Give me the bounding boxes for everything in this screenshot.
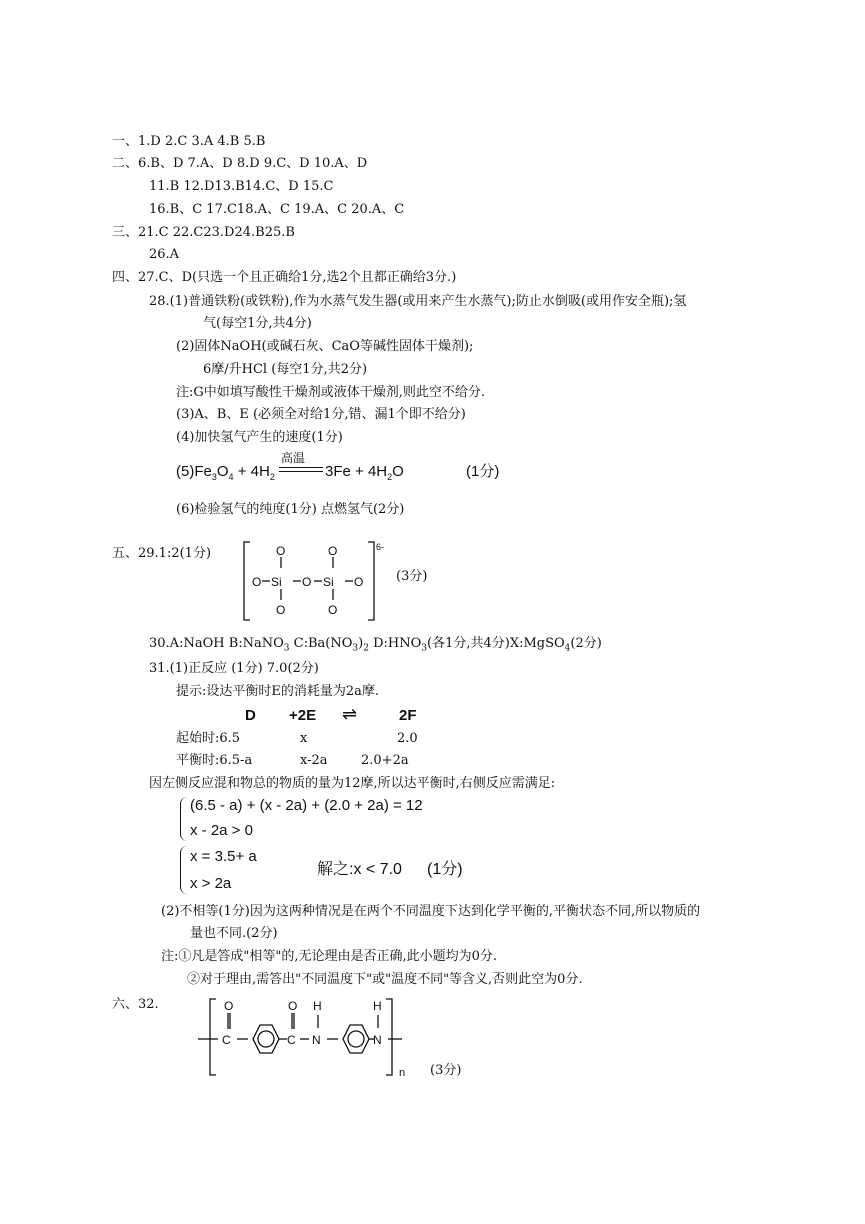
q30-x: (各1分,共4分)X:MgSO	[427, 636, 565, 651]
eq-sub2: 2	[269, 472, 275, 482]
start-x: x	[300, 731, 308, 746]
system-brace-1	[180, 797, 187, 841]
system1-eq1: (6.5 - a) + (x - 2a) + (2.0 + 2a) = 12	[190, 797, 423, 814]
system2-eq1: x = 3.5+ a	[190, 848, 257, 865]
answer-q28-2b: 6摩/升HCl (每空1分,共2分)	[203, 362, 368, 377]
polymer-score: (3分)	[430, 1063, 462, 1078]
answer-q28-note: 注:G中如填写酸性干燥剂或液体干燥剂,则此空不给分.	[176, 385, 486, 400]
q30-a: 30.A:NaOH B:NaNO	[149, 636, 284, 651]
q30-c: C:Ba(NO	[289, 636, 353, 651]
equil-label: 平衡时:6.5-a	[176, 753, 253, 768]
answer-q31-reason: 因左侧反应混和物总的物质的量为12摩,所以达平衡时,右侧反应需满足:	[149, 776, 556, 791]
polymer-o-1: O	[224, 999, 234, 1013]
struct-o-top-2: O	[328, 544, 338, 558]
polymer-c-2: C	[287, 1033, 296, 1047]
answer-q28-2a: (2)固体NaOH(或碱石灰、CaO等碱性固体干燥剂);	[176, 339, 474, 354]
q30-sub4: 3	[421, 643, 427, 654]
reaction-product	[325, 464, 404, 485]
answer-q31-1: 31.(1)正反应 (1分) 7.0(2分)	[149, 661, 319, 676]
answer-line-s1: 一、1.D 2.C 3.A 4.B 5.B	[112, 134, 266, 149]
eq-o2: O	[392, 463, 404, 480]
answer-q27: 四、27.C、D(只选一个且正确给1分,选2个且都正确给3分.)	[112, 270, 457, 285]
start-f: 2.0	[397, 731, 418, 746]
solve-text: 解之:x < 7.0	[317, 861, 402, 878]
q30-sub3: 2	[363, 643, 369, 654]
answer-q32: 六、32.	[112, 997, 159, 1012]
note-1: 注:①凡是答成"相等"的,无论理由是否正确,此小题均为0分.	[161, 949, 498, 964]
polymer-n-2: N	[373, 1033, 382, 1047]
q30-d: D:HNO	[368, 636, 422, 651]
struct-o-left: O	[252, 575, 262, 589]
answer-line-s3-2: 26.A	[149, 247, 180, 262]
q30-end: (2分)	[570, 636, 602, 651]
reaction-equation	[176, 464, 275, 485]
struct-si-1: Si	[271, 575, 282, 589]
eq-arrow: ⇌	[342, 704, 358, 724]
eq-product: 3Fe + 4H	[325, 463, 388, 480]
answer-line-s2-1: 二、6.B、D 7.A、D 8.D 9.C、D 10.A、D	[112, 156, 368, 171]
eq-sub2b: 2	[387, 472, 393, 482]
struct-score: (3分)	[396, 569, 428, 584]
answer-q28-1a: 28.(1)普通铁粉(或铁粉),作为水蒸气发生器(或用来产生水蒸气);防止水倒吸(或用作安全瓶);氢	[149, 294, 687, 309]
struct-o-bridge: O	[302, 575, 312, 589]
eq-fe: (5)Fe	[176, 463, 212, 480]
disilicate-structure	[240, 540, 390, 624]
answer-line-s2-2: 11.B 12.D13.B14.C、D 15.C	[149, 179, 334, 194]
eq-d: D	[245, 707, 256, 724]
answer-line-s3-1: 三、21.C 22.C23.D24.B25.B	[112, 225, 295, 240]
polymer-n-1: N	[312, 1033, 321, 1047]
struct-o-top-1: O	[276, 544, 286, 558]
eq-o: O	[216, 463, 229, 480]
reaction-equals-sign	[279, 467, 323, 472]
polymer-subscript-n: n	[399, 1067, 406, 1079]
eq-2e: +2E	[289, 707, 317, 724]
answer-q28-6: (6)检验氢气的纯度(1分) 点燃氢气(2分)	[176, 502, 405, 517]
polymer-h-2: H	[373, 999, 382, 1013]
equil-f: 2.0+2a	[361, 753, 409, 768]
system1-eq2: x - 2a > 0	[190, 822, 253, 839]
system-brace-2	[180, 846, 187, 894]
answer-line-s2-3: 16.B、C 17.C18.A、C 19.A、C 20.A、C	[149, 202, 405, 217]
struct-charge: 6-	[376, 542, 385, 552]
answer-q30	[149, 636, 602, 657]
answer-q31-2b: 量也不同.(2分)	[190, 926, 278, 941]
polymer-structure	[196, 995, 441, 1080]
polymer-o-2: O	[288, 999, 298, 1013]
struct-o-bottom-2: O	[328, 603, 338, 617]
answer-q28-4: (4)加快氢气产生的速度(1分)	[176, 430, 343, 445]
eq-2f: 2F	[399, 707, 417, 724]
polymer-c-1: C	[222, 1033, 231, 1047]
solve-score: (1分)	[427, 861, 463, 878]
q30-sub2: 3	[352, 643, 359, 654]
struct-o-bottom-1: O	[276, 603, 286, 617]
equil-x: x-2a	[300, 753, 328, 768]
note-2: ②对于理由,需答出"不同温度下"或"温度不同"等含义,否则此空为0分.	[187, 972, 583, 987]
system2-eq2: x > 2a	[190, 875, 232, 892]
eq-sub4: 4	[228, 472, 234, 482]
answer-q29: 五、29.1:2(1分)	[112, 546, 212, 561]
start-label: 起始时:6.5	[176, 731, 241, 746]
eq-plus-h: + 4H	[233, 463, 270, 480]
q30-sub5: 4	[564, 643, 571, 654]
struct-si-2: Si	[323, 575, 334, 589]
eq-sub3: 3	[211, 472, 217, 482]
q30-paren: )	[358, 636, 364, 651]
answer-q28-3: (3)A、B、E (必须全对给1分,错、漏1个即不给分)	[176, 407, 466, 422]
polymer-h-1: H	[313, 999, 322, 1013]
reaction-score: (1分)	[466, 463, 500, 480]
reaction-condition: 高温	[281, 451, 306, 465]
struct-o-right: O	[354, 575, 364, 589]
q30-sub1: 3	[283, 643, 290, 654]
answer-q31-2a: (2)不相等(1分)因为这两种情况是在两个不同温度下达到化学平衡的,平衡状态不同,所以物质的	[161, 904, 701, 919]
answer-q28-1b: 气(每空1分,共4分)	[203, 316, 312, 331]
answer-q31-hint: 提示:设达平衡时E的消耗量为2a摩.	[176, 684, 380, 699]
